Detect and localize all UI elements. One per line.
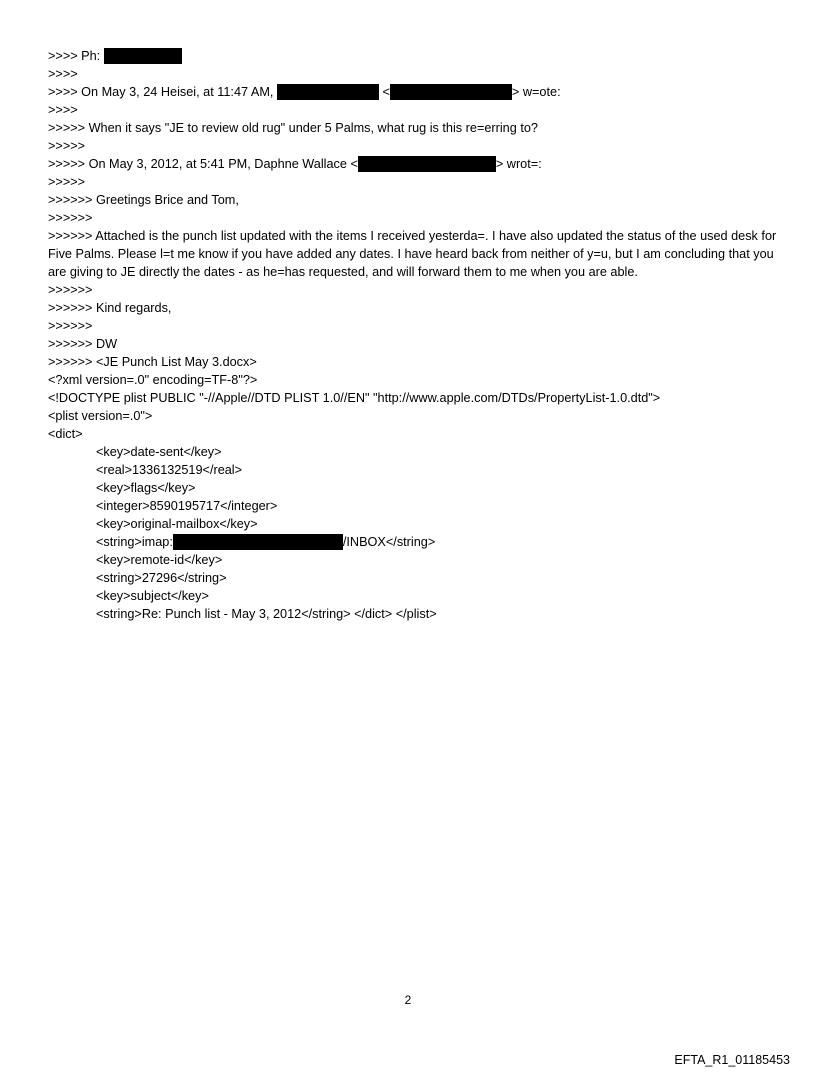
line-text: >>>>> On May 3, 2012, at 5:41 PM, Daphne Wallace <	[48, 157, 358, 171]
text-line: <key>date-sent</key>	[96, 445, 222, 459]
text-line: >>>>>	[48, 139, 86, 153]
text-line: <plist version=.0">	[48, 409, 153, 423]
email-body	[48, 47, 778, 623]
text-line	[48, 155, 778, 173]
text-line: <integer>8590195717</integer>	[96, 499, 278, 513]
text-line	[48, 533, 778, 551]
text-line: >>>>> When it says "JE to review old rug" under 5 Palms, what rug is this re=erring to?	[48, 121, 538, 135]
line-text: > w=ote:	[511, 85, 561, 99]
text-line: <dict>	[48, 427, 83, 441]
text-line: >>>>>> DW	[48, 337, 118, 351]
line-text: >>>> On May 3, 24 Heisei, at 11:47 AM,	[48, 85, 277, 99]
text-line: >>>>	[48, 67, 78, 81]
text-line: <key>flags</key>	[96, 481, 196, 495]
text-paragraph: >>>>>> Attached is the punch list updated with the items I received yesterda=. I have also updated the status of the used desk for Five Palms. Please l=t me know if you have added any dates. I have heard back from neither of y=u, but I am concluding that you are giving to JE directly the dates - as he=has requested, and will forward them to me when you are able.	[48, 229, 777, 279]
text-line: <!DOCTYPE plist PUBLIC "-//Apple//DTD PLIST 1.0//EN" "http://www.apple.com/DTDs/PropertyList-1.0.dtd">	[48, 391, 661, 405]
text-line	[48, 83, 778, 101]
redaction-bar	[390, 84, 512, 100]
text-line: <key>subject</key>	[96, 589, 209, 603]
page-number: 2	[404, 993, 412, 1007]
text-line	[48, 47, 778, 65]
text-line: >>>>>	[48, 175, 86, 189]
text-line: >>>>>> Greetings Brice and Tom,	[48, 193, 239, 207]
line-text: >>>> Ph:	[48, 49, 104, 63]
text-line: <key>remote-id</key>	[96, 553, 223, 567]
bates-number: EFTA_R1_01185453	[674, 1053, 790, 1067]
text-line: <?xml version=.0" encoding=TF-8"?>	[48, 373, 258, 387]
text-line: >>>>>>	[48, 211, 93, 225]
line-text: > wrot=:	[495, 157, 542, 171]
line-text: <string>imap:	[96, 535, 173, 549]
text-line: <string>Re: Punch list - May 3, 2012</string> </dict> </plist>	[96, 607, 437, 621]
text-line: >>>>	[48, 103, 78, 117]
redaction-bar	[358, 156, 496, 172]
redaction-bar	[173, 534, 343, 550]
text-line: <string>27296</string>	[96, 571, 227, 585]
redaction-bar	[277, 84, 379, 100]
line-text: /INBOX</string>	[342, 535, 436, 549]
redaction-bar	[104, 48, 182, 64]
text-line: >>>>>>	[48, 319, 93, 333]
text-line: <real>1336132519</real>	[96, 463, 243, 477]
text-line: >>>>>>	[48, 283, 93, 297]
text-line: >>>>>> Kind regards,	[48, 301, 172, 315]
text-line: >>>>>> <JE Punch List May 3.docx>	[48, 355, 257, 369]
line-text: <	[378, 85, 390, 99]
text-line: <key>original-mailbox</key>	[96, 517, 258, 531]
